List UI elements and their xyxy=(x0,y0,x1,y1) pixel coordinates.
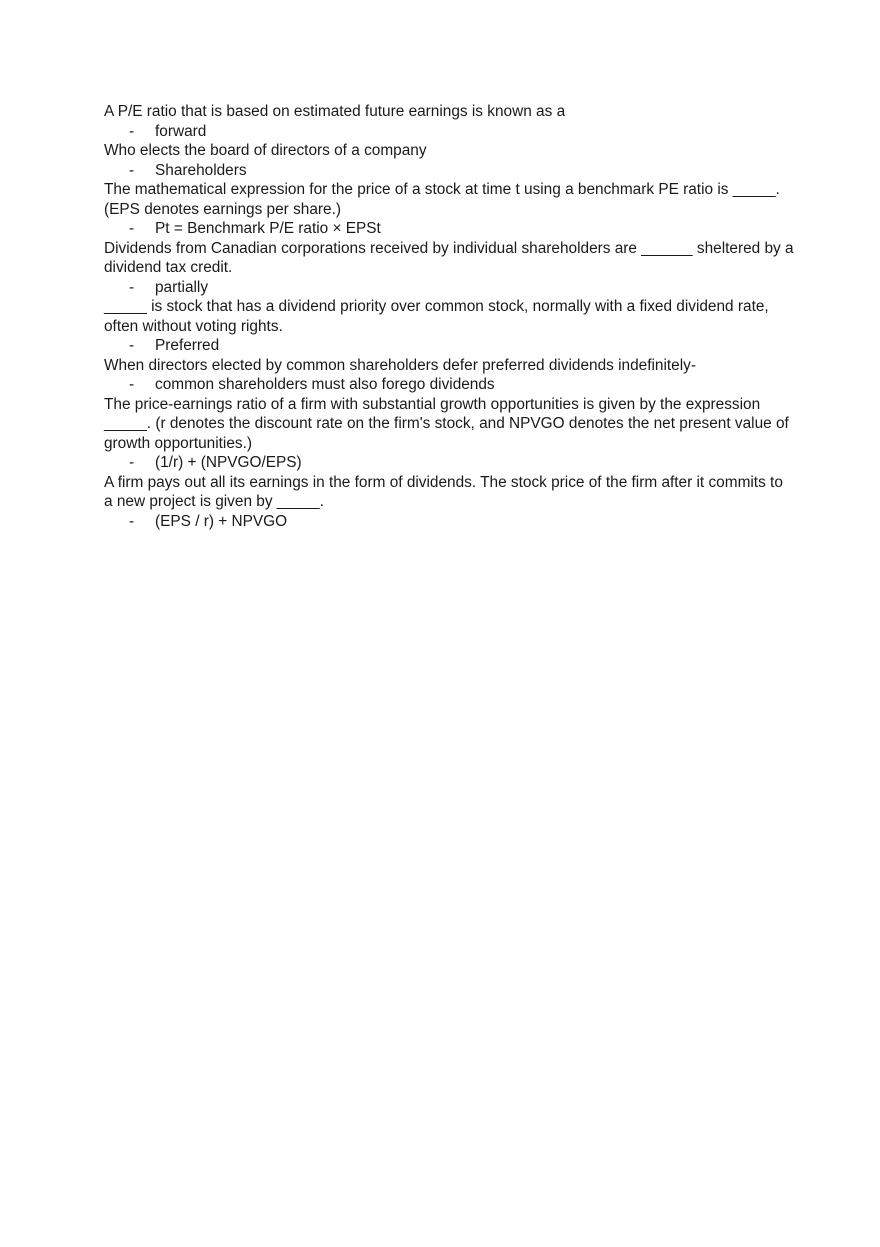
question-text: When directors elected by common shareholders defer preferred dividends indefinitely- xyxy=(104,356,696,374)
answer-item xyxy=(104,512,794,532)
answer-item xyxy=(104,278,794,298)
answer-text: Preferred xyxy=(155,337,220,354)
answer-item xyxy=(104,122,794,142)
question-text: The price-earnings ratio of a firm with substantial growth opportunities is given by the expression _____. (r denotes the discount rate on the firm's stock, and NPVGO denotes the net present value of growth opportunities.) xyxy=(104,395,789,452)
answer-text: forward xyxy=(155,122,207,140)
question-text: _____ is stock that has a dividend priority over common stock, normally with a fixed dividend rate, often without voting rights. xyxy=(104,298,769,335)
dash-bullet: - xyxy=(129,220,135,237)
question-text: Who elects the board of directors of a company xyxy=(104,142,427,159)
answer-text: (1/r) + (NPVGO/EPS) xyxy=(155,454,302,471)
answer-text: common shareholders must also forego dividends xyxy=(155,376,495,393)
question-text: Dividends from Canadian corporations received by individual shareholders are ______ sheltered by a dividend tax credit. xyxy=(104,239,794,276)
question-text: The mathematical expression for the price of a stock at time t using a benchmark PE ratio is _____. (EPS denotes earnings per share.) xyxy=(104,181,780,218)
answer-text: Shareholders xyxy=(155,161,247,179)
dash-bullet: - xyxy=(129,454,135,471)
dash-bullet: - xyxy=(129,512,135,530)
answer-item xyxy=(104,336,794,356)
answer-text: (EPS / r) + NPVGO xyxy=(155,512,288,530)
answer-text: Pt = Benchmark P/E ratio × EPSt xyxy=(155,220,381,237)
question-text: A firm pays out all its earnings in the form of dividends. The stock price of the firm after it commits to a new project is given by _____. xyxy=(104,473,783,510)
dash-bullet: - xyxy=(129,278,135,296)
answer-item xyxy=(104,161,794,181)
question-text: A P/E ratio that is based on estimated future earnings is known as a xyxy=(104,103,566,120)
answer-text: partially xyxy=(155,278,209,296)
dash-bullet: - xyxy=(129,376,135,393)
answer-item xyxy=(104,219,794,239)
dash-bullet: - xyxy=(129,337,135,354)
dash-bullet: - xyxy=(129,161,135,179)
answer-item xyxy=(104,453,794,473)
answer-item xyxy=(104,375,794,395)
qa-list xyxy=(104,102,794,531)
dash-bullet: - xyxy=(129,122,135,140)
